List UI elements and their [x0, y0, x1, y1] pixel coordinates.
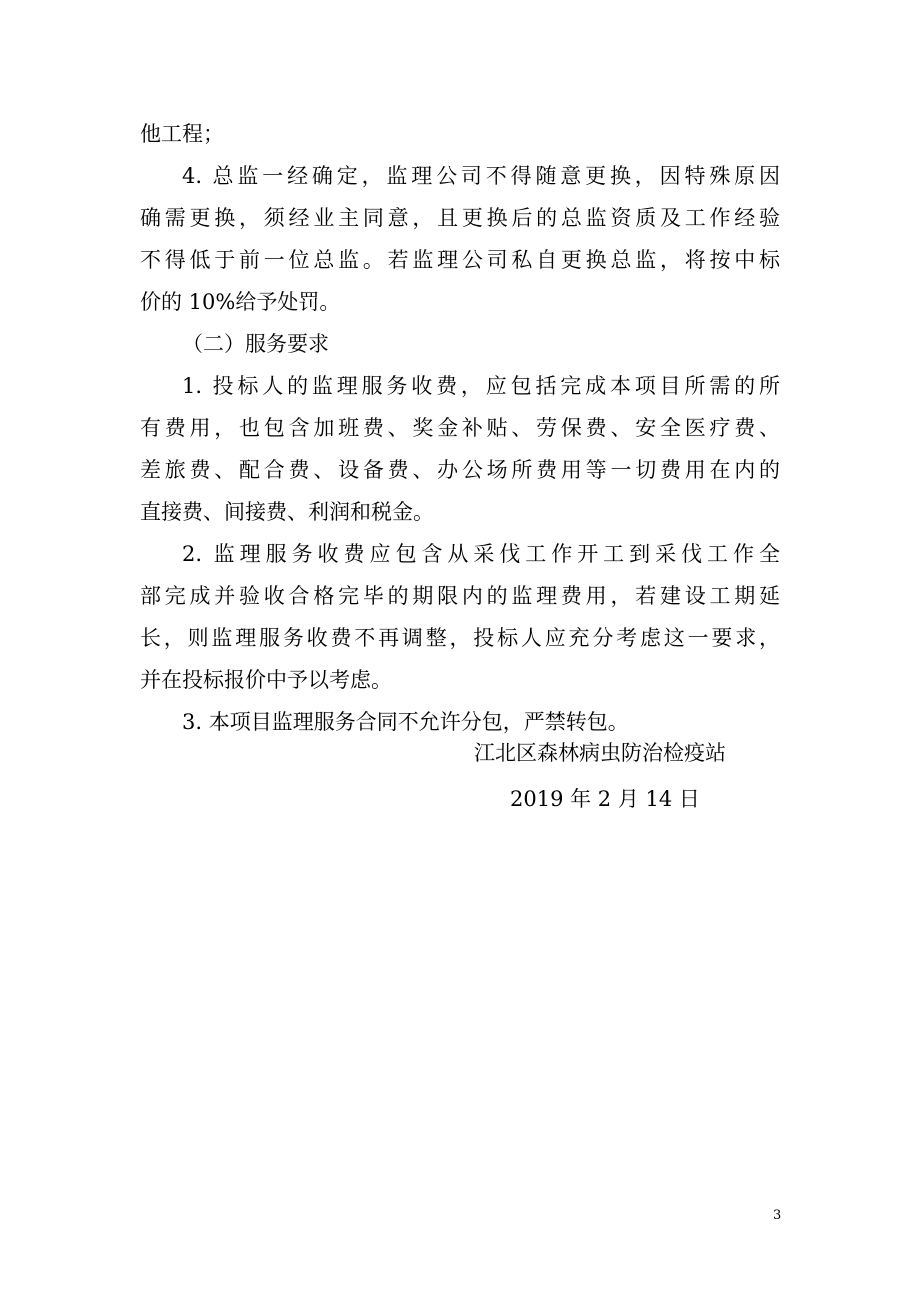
text-line: 他工程；: [140, 122, 224, 146]
text-line: 直接费、间接费、利润和税金。: [140, 500, 434, 524]
signature-date: 2019 年 2 月 14 日: [510, 787, 700, 811]
page-number: 3: [773, 1208, 782, 1223]
text-line: 部完成并验收合格完毕的期限内的监理费用，若建设工期延: [140, 584, 780, 608]
section-heading: （二）服务要求: [182, 332, 329, 356]
text-line: 2. 监理服务收费应包含从采伐工作开工到采伐工作全: [182, 542, 780, 566]
text-line: 3. 本项目监理服务合同不允许分包，严禁转包。: [182, 710, 629, 734]
text-line: 确需更换，须经业主同意，且更换后的总监资质及工作经验: [140, 206, 780, 230]
text-line: 价的 10%给予处罚。: [140, 290, 341, 314]
document-body: [140, 113, 780, 743]
text-line: 1. 投标人的监理服务收费，应包括完成本项目所需的所: [182, 374, 780, 398]
text-line: 差旅费、配合费、设备费、办公场所费用等一切费用在内的: [140, 458, 780, 482]
signature-block: [474, 730, 784, 822]
text-line: 4. 总监一经确定，监理公司不得随意更换，因特殊原因: [182, 164, 780, 188]
text-line: 有费用，也包含加班费、奖金补贴、劳保费、安全医疗费、: [140, 416, 780, 440]
text-line: 长，则监理服务收费不再调整，投标人应充分考虑这一要求，: [140, 626, 780, 650]
text-line: 不得低于前一位总监。若监理公司私自更换总监，将按中标: [140, 248, 780, 272]
signature-organization: 江北区森林病虫防治检疫站: [474, 741, 726, 765]
text-line: 并在投标报价中予以考虑。: [140, 668, 392, 692]
